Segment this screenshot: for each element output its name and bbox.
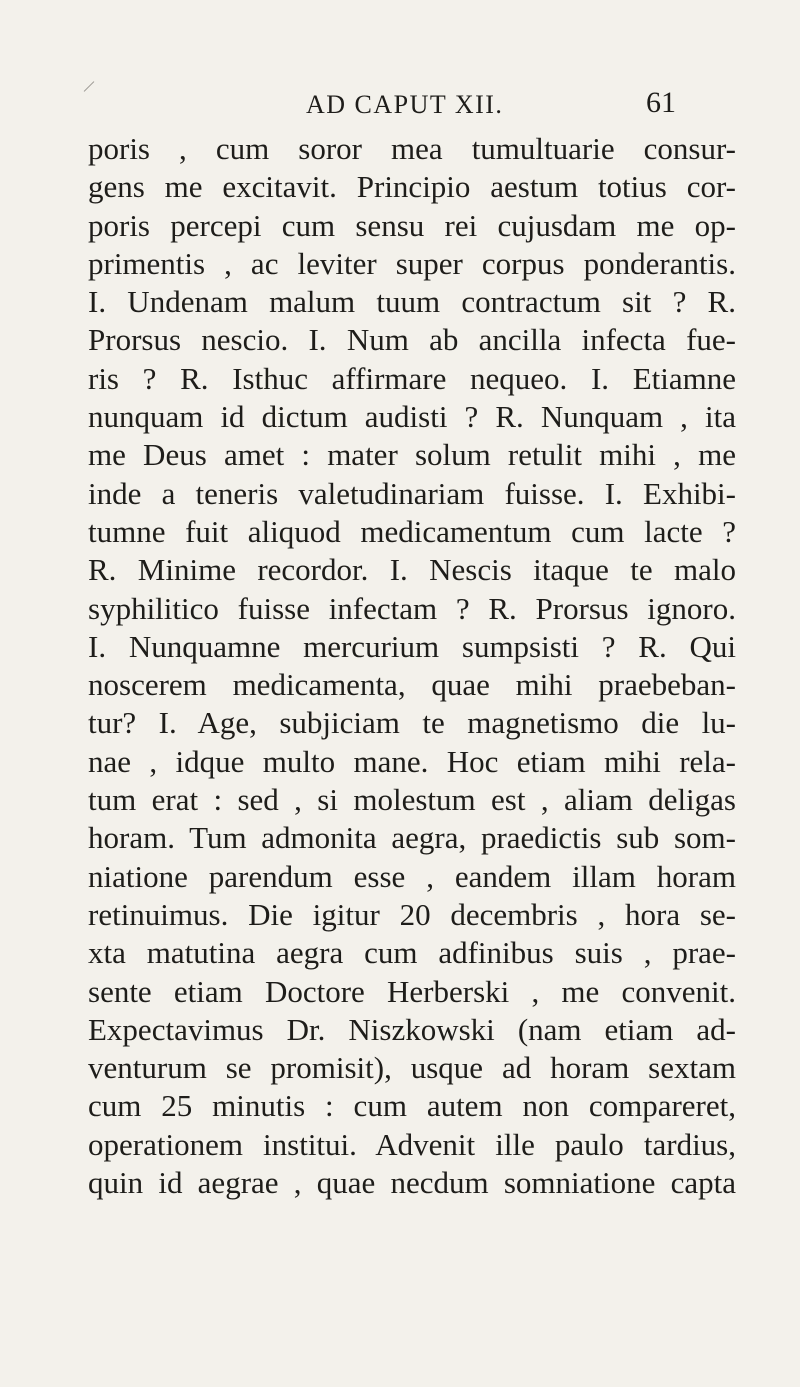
text-line: primentis , ac leviter super corpus ponderantis. [88, 245, 736, 281]
text-line: quin id aegrae , quae necdum somniatione capta [88, 1165, 736, 1201]
text-line: I. Undenam malum tuum contractum sit ? R. [88, 284, 736, 320]
running-header [0, 86, 800, 126]
chapter-heading: AD CAPUT XII. [306, 90, 504, 119]
text-line: ris ? R. Isthuc affirmare nequeo. I. Etiamne [88, 360, 736, 396]
text-line: syphilitico fuisse infectam ? R. Prorsus ignoro. [88, 590, 736, 626]
text-line: me Deus amet : mater solum retulit mihi , me [88, 437, 736, 473]
text-line: R. Minime recordor. I. Nescis itaque te malo [88, 552, 736, 588]
text-line: nunquam id dictum audisti ? R. Nunquam , ita [88, 399, 736, 435]
page-number: 61 [646, 86, 676, 119]
text-line: cum 25 minutis : cum autem non compareret, [88, 1088, 736, 1124]
body-text [88, 130, 736, 1202]
text-line: nae , idque multo mane. Hoc etiam mihi rela- [88, 743, 736, 779]
text-line: inde a teneris valetudinariam fuisse. I. Exhibi- [88, 475, 736, 511]
text-line: tur? I. Age, subjiciam te magnetismo die lu- [88, 705, 736, 741]
text-line: gens me excitavit. Principio aestum totius cor- [88, 169, 736, 205]
text-line: I. Nunquamne mercurium sumpsisti ? R. Qui [88, 628, 736, 664]
text-line: poris percepi cum sensu rei cujusdam me op- [88, 207, 736, 243]
text-line: tumne fuit aliquod medicamentum cum lacte ? [88, 513, 736, 549]
text-line: horam. Tum admonita aegra, praedictis sub som- [88, 820, 736, 856]
text-line: niatione parendum esse , eandem illam horam [88, 858, 736, 894]
text-line: xta matutina aegra cum adfinibus suis , prae- [88, 935, 736, 971]
text-line: operationem institui. Advenit ille paulo tardius, [88, 1126, 736, 1162]
text-line: tum erat : sed , si molestum est , aliam deligas [88, 782, 736, 818]
text-line: venturum se promisit), usque ad horam sextam [88, 1050, 736, 1086]
text-line: retinuimus. Die igitur 20 decembris , hora se- [88, 896, 736, 932]
text-line: sente etiam Doctore Herberski , me convenit. [88, 973, 736, 1009]
text-line: Prorsus nescio. I. Num ab ancilla infecta fue- [88, 322, 736, 358]
text-line: poris , cum soror mea tumultuarie consur- [88, 131, 736, 166]
text-line: Expectavimus Dr. Niszkowski (nam etiam ad- [88, 1011, 736, 1047]
text-line: noscerem medicamenta, quae mihi praebeban- [88, 667, 736, 703]
